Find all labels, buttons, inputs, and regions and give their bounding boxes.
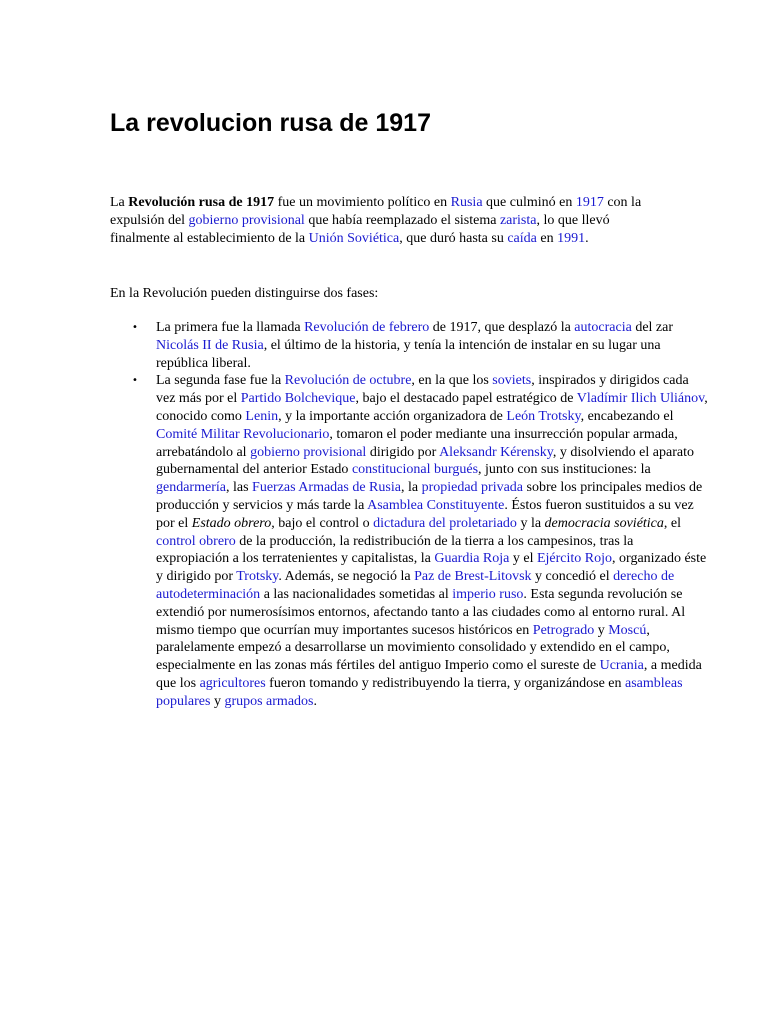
link-soviets[interactable]: soviets xyxy=(492,373,532,389)
text-run: , en la que los xyxy=(411,373,493,389)
text-run: en xyxy=(536,230,558,246)
link-union-sovietica[interactable]: Unión Soviética xyxy=(308,230,400,246)
link-fuerzas-armadas[interactable]: Fuerzas Armadas de Rusia xyxy=(252,480,401,496)
text-run: dirigido por xyxy=(366,444,440,460)
text-run: , el xyxy=(663,515,682,531)
link-autocracia[interactable]: autocracia xyxy=(574,320,632,335)
link-grupos-armados[interactable]: grupos armados xyxy=(224,693,314,709)
text-run: que culminó en xyxy=(482,195,576,210)
text-run: fueron tomando y redistribuyendo la tierra, y organizándose en xyxy=(265,675,626,691)
link-ucrania[interactable]: Ucrania xyxy=(599,658,644,674)
link-control-obrero[interactable]: control obrero xyxy=(156,533,236,549)
text-run: . Además, se negoció la xyxy=(278,569,415,585)
link-asamblea-constituyente[interactable]: Asamblea Constituyente xyxy=(367,497,505,513)
link-guardia-roja[interactable]: Guardia Roja xyxy=(434,551,510,567)
list-item-phase-2 xyxy=(132,372,708,710)
intro-paragraph xyxy=(110,194,662,247)
text-run: , junto con sus instituciones: la xyxy=(478,462,651,478)
text-run: , organizado éste y dirigido por xyxy=(156,551,707,585)
link-ejercito-rojo[interactable]: Ejército Rojo xyxy=(536,551,613,567)
link-moscu[interactable]: Moscú xyxy=(608,622,647,638)
link-kerensky[interactable]: Aleksandr Kérensky xyxy=(439,444,553,460)
link-dictadura-proletariado[interactable]: dictadura del proletariado xyxy=(373,515,517,531)
link-paz-brest-litovsk[interactable]: Paz de Brest-Litovsk xyxy=(414,569,532,585)
bullet-icon: • xyxy=(132,322,138,333)
text-run: La xyxy=(110,195,129,210)
text-run: , que duró hasta su xyxy=(399,230,508,246)
text-run: , conocido como xyxy=(156,391,708,424)
link-rusia[interactable]: Rusia xyxy=(450,195,483,210)
link-derecho-autodeterminacion[interactable]: derecho de autodeterminación xyxy=(156,569,675,602)
link-comite-militar[interactable]: Comité Militar Revolucionario xyxy=(156,426,330,442)
link-1991[interactable]: 1991 xyxy=(557,230,586,246)
phase-list xyxy=(110,319,708,711)
link-petrogrado[interactable]: Petrogrado xyxy=(532,622,595,638)
link-vladimir-ulianov[interactable]: Vladímir Ilich Uliánov xyxy=(576,391,705,407)
text-run: sobre los principales medios de producción y servicios y más tarde la xyxy=(156,480,703,513)
link-leon-trotsky[interactable]: León Trotsky xyxy=(506,408,581,424)
text-run: La primera fue la llamada xyxy=(156,320,305,335)
text-run: que había reemplazado el sistema xyxy=(304,212,500,228)
link-partido-bolchevique[interactable]: Partido Bolchevique xyxy=(240,391,356,407)
text-run: , bajo el control o xyxy=(271,515,374,531)
text-run: . Éstos fueron sustituidos a su vez por el xyxy=(156,497,694,531)
link-revolucion-febrero[interactable]: Revolución de febrero xyxy=(304,320,430,335)
link-propiedad-privada[interactable]: propiedad privada xyxy=(421,480,524,496)
list-item-phase-1 xyxy=(132,319,708,372)
text-run: , lo que llevó finalmente al establecimiento de la xyxy=(110,212,610,246)
link-asambleas-populares[interactable]: asambleas populares xyxy=(156,675,683,709)
link-gendarmeria[interactable]: gendarmería xyxy=(156,480,226,496)
text-run: a las nacionalidades sometidas al xyxy=(260,586,453,602)
link-1917[interactable]: 1917 xyxy=(575,195,604,210)
link-gobierno-provisional[interactable]: gobierno provisional xyxy=(188,212,305,228)
text-run: La segunda fase fue la xyxy=(156,373,285,389)
text-run: fue un movimiento político en xyxy=(274,195,451,210)
italic-term: democracia soviética xyxy=(544,515,664,531)
text-run: y xyxy=(594,622,609,638)
text-run: , inspirados y dirigidos cada vez más por el xyxy=(156,373,689,407)
bold-term: Revolución rusa de 1917 xyxy=(128,195,275,210)
text-run: y xyxy=(210,693,225,709)
link-zarista[interactable]: zarista xyxy=(499,212,537,228)
text-run: , paralelamente empezó a desarrollarse un movimiento consolidado y extendido en el campo, especialmente en las zonas más fértiles del antiguo Imperio como el sureste de xyxy=(156,622,670,674)
text-run: , encabezando el xyxy=(580,408,674,424)
text-run: , bajo el destacado papel estratégico de xyxy=(355,391,577,407)
link-lenin[interactable]: Lenin xyxy=(245,408,279,424)
text-run: con la expulsión del xyxy=(110,195,642,228)
text-run: , el último de la historia, y tenía la intención de instalar en su lugar una república liberal. xyxy=(156,337,661,371)
text-run: y la xyxy=(516,515,545,531)
text-run: . Esta segunda revolución se extendió por numerosísimos entornos, afectando tanto a las ciudades como al entorno rural. Al mismo tiempo que ocurrían muy importantes sucesos históricos en xyxy=(156,586,686,638)
text-run: y concedió el xyxy=(531,569,614,585)
link-revolucion-octubre[interactable]: Revolución de octubre xyxy=(284,373,412,389)
text-run: y el xyxy=(509,551,537,567)
link-gobierno-provisional-2[interactable]: gobierno provisional xyxy=(250,444,367,460)
text-run: , las xyxy=(225,480,253,496)
text-run: de la producción, la redistribución de la tierra a los campesinos, tras la expropiación a los terratenientes y capitalistas, la xyxy=(156,533,634,567)
link-trotsky[interactable]: Trotsky xyxy=(236,569,279,585)
page-title: La revolucion rusa de 1917 xyxy=(110,109,431,137)
link-caida[interactable]: caída xyxy=(507,230,537,246)
bullet-icon: • xyxy=(132,375,138,387)
text-run: . xyxy=(585,230,589,246)
text-run: , tomaron el poder mediante una insurrección popular armada, arrebatándolo al xyxy=(156,426,678,460)
link-constitucional-burgues[interactable]: constitucional burgués xyxy=(351,462,479,478)
text-run: , y disolviendo el aparato gubernamental del anterior Estado xyxy=(156,444,694,478)
italic-term: Estado obrero xyxy=(191,515,272,531)
text-run: . xyxy=(313,693,317,709)
link-imperio-ruso[interactable]: imperio ruso xyxy=(452,586,524,602)
text-run: , la xyxy=(400,480,422,496)
text-run: , a medida que los xyxy=(156,658,702,691)
link-nicolas-ii[interactable]: Nicolás II de Rusia xyxy=(156,337,264,353)
text-run: de 1917, que desplazó la xyxy=(429,320,575,335)
link-agricultores[interactable]: agricultores xyxy=(199,675,266,691)
text-run: , y la importante acción organizadora de xyxy=(278,408,507,424)
phases-intro: En la Revolución pueden distinguirse dos fases: xyxy=(110,286,379,301)
text-run: del zar xyxy=(631,320,674,335)
